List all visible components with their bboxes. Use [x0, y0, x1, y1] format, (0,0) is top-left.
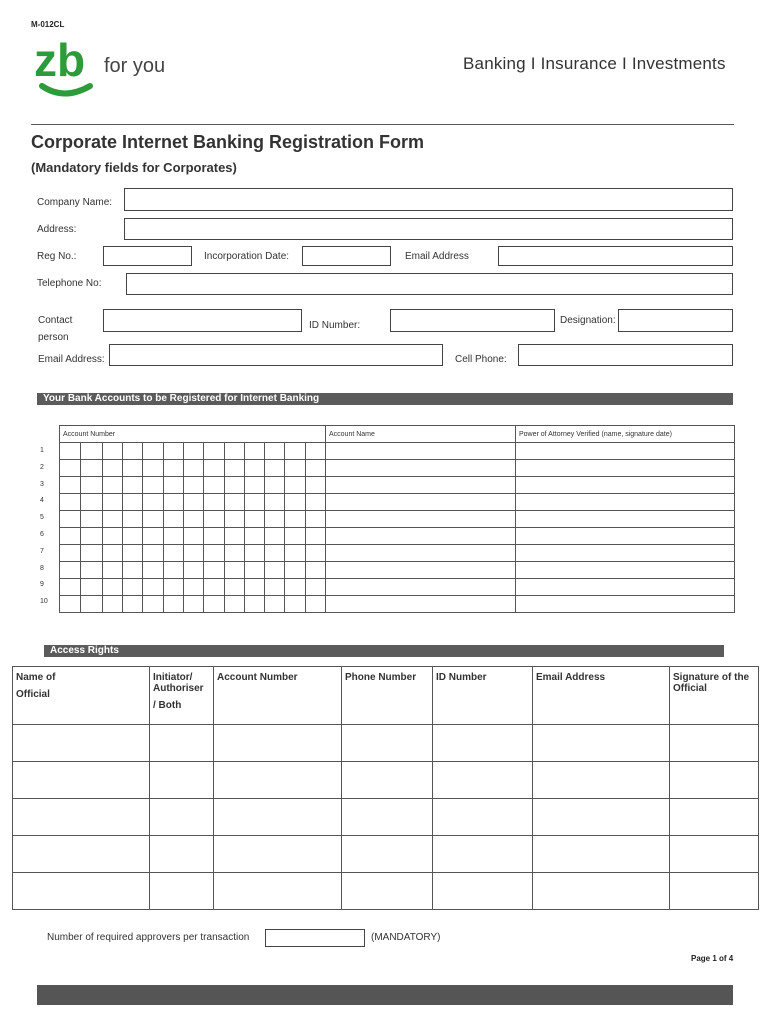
account-digit-cell[interactable]: [123, 528, 143, 545]
account-name-cell[interactable]: [326, 443, 516, 460]
col-both-text: / Both: [153, 700, 182, 711]
account-digit-cell[interactable]: [204, 528, 225, 545]
access-rights-cell[interactable]: [214, 836, 342, 873]
account-digit-cell[interactable]: [225, 545, 245, 562]
account-digit-cell[interactable]: [245, 443, 265, 460]
account-row: [60, 460, 735, 477]
account-row-number: 7: [40, 547, 44, 555]
account-digit-cell[interactable]: [225, 562, 245, 579]
account-digit-cell[interactable]: [285, 443, 306, 460]
account-digit-cell[interactable]: [285, 477, 306, 494]
access-rights-cell[interactable]: [433, 762, 533, 799]
account-digit-cell[interactable]: [81, 494, 103, 511]
access-rights-cell[interactable]: [533, 799, 670, 836]
account-digit-cell[interactable]: [164, 596, 184, 613]
access-rights-row: [13, 799, 759, 836]
power-of-attorney-cell[interactable]: [516, 511, 735, 528]
access-rights-cell[interactable]: [433, 836, 533, 873]
account-digit-cell[interactable]: [245, 511, 265, 528]
access-rights-cell[interactable]: [214, 799, 342, 836]
account-digit-cell[interactable]: [103, 579, 123, 596]
access-header-row: [13, 667, 759, 725]
power-of-attorney-cell[interactable]: [516, 443, 735, 460]
account-digit-cell[interactable]: [60, 545, 81, 562]
access-rights-cell[interactable]: [670, 762, 759, 799]
account-digit-cell[interactable]: [164, 579, 184, 596]
account-name-cell[interactable]: [326, 494, 516, 511]
account-digit-cell[interactable]: [143, 562, 164, 579]
access-rights-cell[interactable]: [670, 725, 759, 762]
access-rights-cell[interactable]: [214, 725, 342, 762]
contact-email-label: Email Address:: [38, 354, 105, 365]
access-rights-cell[interactable]: [150, 762, 214, 799]
account-digit-cell[interactable]: [306, 562, 326, 579]
account-digit-cell[interactable]: [204, 579, 225, 596]
access-rights-cell[interactable]: [433, 873, 533, 910]
account-name-cell[interactable]: [326, 511, 516, 528]
power-of-attorney-cell[interactable]: [516, 528, 735, 545]
mandatory-label: (MANDATORY): [371, 932, 441, 943]
account-digit-cell[interactable]: [164, 511, 184, 528]
account-row-number: 10: [40, 598, 48, 606]
account-digit-cell[interactable]: [285, 545, 306, 562]
account-digit-cell[interactable]: [306, 579, 326, 596]
account-digit-cell[interactable]: [60, 460, 81, 477]
account-digit-cell[interactable]: [204, 477, 225, 494]
account-name-cell[interactable]: [326, 545, 516, 562]
account-row-number: 3: [40, 480, 44, 488]
account-digit-cell[interactable]: [204, 443, 225, 460]
power-of-attorney-cell[interactable]: [516, 579, 735, 596]
account-row-number: 6: [40, 531, 44, 538]
approvers-field[interactable]: [265, 929, 365, 947]
account-digit-cell[interactable]: [225, 511, 245, 528]
access-rights-cell[interactable]: [150, 873, 214, 910]
col-phone-number: Phone Number: [342, 667, 433, 725]
account-digit-cell[interactable]: [245, 528, 265, 545]
address-label: Address:: [37, 224, 77, 235]
account-digit-cell[interactable]: [285, 494, 306, 511]
access-rights-cell[interactable]: [670, 873, 759, 910]
address-field[interactable]: [124, 218, 733, 240]
account-digit-cell[interactable]: [81, 528, 103, 545]
account-digit-cell[interactable]: [306, 596, 326, 613]
account-digit-cell[interactable]: [306, 528, 326, 545]
account-digit-cell[interactable]: [265, 494, 285, 511]
access-rights-cell[interactable]: [13, 762, 150, 799]
col-signature: Signature of the Official: [670, 667, 759, 725]
account-digit-cell[interactable]: [60, 579, 81, 596]
account-digit-cell[interactable]: [103, 528, 123, 545]
account-digit-cell[interactable]: [103, 511, 123, 528]
account-digit-cell[interactable]: [123, 477, 143, 494]
company-name-label: Company Name:: [37, 197, 113, 208]
access-rights-cell[interactable]: [433, 725, 533, 762]
footer-bar: [37, 985, 733, 1005]
account-digit-cell[interactable]: [265, 511, 285, 528]
account-digit-cell[interactable]: [204, 494, 225, 511]
account-digit-cell[interactable]: [123, 460, 143, 477]
account-digit-cell[interactable]: [306, 460, 326, 477]
account-digit-cell[interactable]: [143, 528, 164, 545]
account-digit-cell[interactable]: [306, 511, 326, 528]
accounts-table: [59, 425, 735, 613]
account-digit-cell[interactable]: [204, 460, 225, 477]
account-digit-cell[interactable]: [265, 579, 285, 596]
power-of-attorney-cell[interactable]: [516, 562, 735, 579]
access-rights-cell[interactable]: [214, 762, 342, 799]
access-rights-table: [12, 666, 759, 910]
accounts-header-row: [60, 426, 735, 443]
account-digit-cell[interactable]: [123, 494, 143, 511]
account-digit-cell[interactable]: [164, 477, 184, 494]
account-digit-cell[interactable]: [306, 477, 326, 494]
page-number: Page 1 of 4: [691, 954, 734, 963]
account-digit-cell[interactable]: [306, 443, 326, 460]
account-digit-cell[interactable]: [164, 460, 184, 477]
account-digit-cell[interactable]: [143, 477, 164, 494]
header-divider: [31, 124, 734, 125]
account-digit-cell[interactable]: [143, 494, 164, 511]
account-digit-cell[interactable]: [285, 579, 306, 596]
account-row: [60, 596, 735, 613]
account-row-number: 4: [40, 497, 44, 505]
account-digit-cell[interactable]: [60, 477, 81, 494]
account-digit-cell[interactable]: [204, 596, 225, 613]
account-digit-cell[interactable]: [285, 460, 306, 477]
form-code: M-012CL: [31, 20, 65, 29]
col-name-of-text: Name of: [16, 672, 56, 683]
contact-email-field[interactable]: [109, 344, 443, 366]
account-row: [60, 545, 735, 562]
account-digit-cell[interactable]: [225, 596, 245, 613]
access-rights-cell[interactable]: [150, 836, 214, 873]
col-id-number: ID Number: [433, 667, 533, 725]
account-digit-cell[interactable]: [285, 511, 306, 528]
reg-no-field[interactable]: [103, 246, 192, 266]
account-digit-cell[interactable]: [143, 443, 164, 460]
account-digit-cell[interactable]: [60, 528, 81, 545]
access-rights-row: [13, 836, 759, 873]
account-digit-cell[interactable]: [164, 528, 184, 545]
account-digit-cell[interactable]: [306, 494, 326, 511]
account-digit-cell[interactable]: [184, 494, 204, 511]
account-row-number: 5: [40, 514, 44, 522]
account-digit-cell[interactable]: [81, 562, 103, 579]
account-digit-cell[interactable]: [143, 545, 164, 562]
access-rights-cell[interactable]: [433, 799, 533, 836]
logo-suffix-text: for you: [104, 55, 166, 77]
telephone-field[interactable]: [126, 273, 733, 295]
company-email-label: Email Address: [405, 251, 469, 262]
col-account-name: Account Name: [326, 426, 516, 443]
contact-person-field[interactable]: [103, 309, 302, 332]
account-digit-cell[interactable]: [164, 494, 184, 511]
access-rights-cell[interactable]: [342, 836, 433, 873]
account-digit-cell[interactable]: [143, 596, 164, 613]
account-digit-cell[interactable]: [225, 528, 245, 545]
zb-logo: [34, 33, 174, 103]
account-digit-cell[interactable]: [164, 545, 184, 562]
account-digit-cell[interactable]: [204, 545, 225, 562]
account-digit-cell[interactable]: [81, 596, 103, 613]
account-row-number: 1: [40, 447, 44, 454]
power-of-attorney-cell[interactable]: [516, 460, 735, 477]
approvers-label: Number of required approvers per transaction: [47, 932, 250, 943]
col-official-text: Official: [16, 689, 50, 700]
id-number-label: ID Number:: [309, 320, 361, 331]
account-digit-cell[interactable]: [60, 511, 81, 528]
access-rights-cell[interactable]: [13, 799, 150, 836]
designation-label: Designation:: [560, 315, 616, 326]
account-digit-cell[interactable]: [143, 579, 164, 596]
account-digit-cell[interactable]: [245, 494, 265, 511]
account-digit-cell[interactable]: [123, 511, 143, 528]
access-rights-cell[interactable]: [533, 762, 670, 799]
account-digit-cell[interactable]: [245, 460, 265, 477]
account-name-cell[interactable]: [326, 460, 516, 477]
access-rights-cell[interactable]: [342, 799, 433, 836]
account-row: [60, 511, 735, 528]
account-digit-cell[interactable]: [245, 545, 265, 562]
account-name-cell[interactable]: [326, 596, 516, 613]
account-name-cell[interactable]: [326, 477, 516, 494]
contact-label: Contact: [38, 315, 73, 326]
account-digit-cell[interactable]: [123, 562, 143, 579]
account-digit-cell[interactable]: [103, 494, 123, 511]
logo-smile: [42, 86, 90, 94]
col-email-address: Email Address: [533, 667, 670, 725]
account-digit-cell[interactable]: [265, 545, 285, 562]
page-subtitle: (Mandatory fields for Corporates): [31, 160, 237, 175]
account-digit-cell[interactable]: [265, 596, 285, 613]
account-row: [60, 477, 735, 494]
account-digit-cell[interactable]: [245, 562, 265, 579]
access-rights-row: [13, 873, 759, 910]
power-of-attorney-cell[interactable]: [516, 545, 735, 562]
account-digit-cell[interactable]: [103, 545, 123, 562]
account-row: [60, 528, 735, 545]
account-digit-cell[interactable]: [225, 477, 245, 494]
account-digit-cell[interactable]: [60, 494, 81, 511]
access-rights-cell[interactable]: [670, 836, 759, 873]
company-name-field[interactable]: [124, 188, 733, 211]
col-initiator-authoriser: [150, 667, 214, 725]
power-of-attorney-cell[interactable]: [516, 477, 735, 494]
col-account-number: Account Number: [60, 426, 326, 443]
account-digit-cell[interactable]: [285, 596, 306, 613]
account-row-number: 2: [40, 463, 44, 471]
incorporation-date-field[interactable]: [302, 246, 391, 266]
account-digit-cell[interactable]: [265, 528, 285, 545]
accounts-section-bar: Your Bank Accounts to be Registered for Internet Banking: [37, 393, 733, 405]
account-digit-cell[interactable]: [184, 528, 204, 545]
account-digit-cell[interactable]: [245, 579, 265, 596]
account-name-cell[interactable]: [326, 528, 516, 545]
access-rights-cell[interactable]: [342, 873, 433, 910]
account-digit-cell[interactable]: [123, 579, 143, 596]
access-rights-cell[interactable]: [13, 873, 150, 910]
designation-field[interactable]: [618, 309, 733, 332]
account-name-cell[interactable]: [326, 579, 516, 596]
account-digit-cell[interactable]: [103, 596, 123, 613]
account-digit-cell[interactable]: [204, 562, 225, 579]
access-rights-row: [13, 725, 759, 762]
account-digit-cell[interactable]: [265, 443, 285, 460]
col-initiator-text: Initiator/ Authoriser: [153, 672, 204, 694]
account-digit-cell[interactable]: [265, 477, 285, 494]
account-name-cell[interactable]: [326, 562, 516, 579]
contact-person-label: person: [38, 332, 69, 343]
account-digit-cell[interactable]: [225, 460, 245, 477]
account-digit-cell[interactable]: [81, 443, 103, 460]
power-of-attorney-cell[interactable]: [516, 596, 735, 613]
account-digit-cell[interactable]: [81, 579, 103, 596]
cell-phone-field[interactable]: [518, 344, 733, 366]
access-rights-cell[interactable]: [533, 873, 670, 910]
account-digit-cell[interactable]: [60, 596, 81, 613]
account-digit-cell[interactable]: [81, 477, 103, 494]
account-row-number: 9: [40, 581, 44, 589]
account-digit-cell[interactable]: [123, 545, 143, 562]
account-digit-cell[interactable]: [143, 460, 164, 477]
tagline: Banking I Insurance I Investments: [463, 54, 726, 73]
reg-no-label: Reg No.:: [37, 251, 77, 262]
access-rights-cell[interactable]: [150, 725, 214, 762]
account-digit-cell[interactable]: [164, 443, 184, 460]
account-digit-cell[interactable]: [184, 579, 204, 596]
account-row-number: 8: [40, 564, 44, 572]
account-digit-cell[interactable]: [103, 477, 123, 494]
account-digit-cell[interactable]: [123, 596, 143, 613]
access-rights-cell[interactable]: [342, 725, 433, 762]
col-access-account-number: Account Number: [214, 667, 342, 725]
account-row: [60, 494, 735, 511]
account-row: [60, 579, 735, 596]
access-rights-cell[interactable]: [13, 836, 150, 873]
account-digit-cell[interactable]: [184, 511, 204, 528]
col-power-of-attorney: Power of Attorney Verified (name, signature date): [516, 426, 735, 443]
account-digit-cell[interactable]: [306, 545, 326, 562]
access-rights-cell[interactable]: [342, 762, 433, 799]
telephone-label: Telephone No:: [37, 278, 102, 289]
account-digit-cell[interactable]: [103, 460, 123, 477]
id-number-field[interactable]: [390, 309, 555, 332]
account-digit-cell[interactable]: [81, 545, 103, 562]
account-digit-cell[interactable]: [103, 443, 123, 460]
access-rights-cell[interactable]: [13, 725, 150, 762]
access-rights-cell[interactable]: [150, 799, 214, 836]
account-digit-cell[interactable]: [184, 477, 204, 494]
account-digit-cell[interactable]: [81, 511, 103, 528]
account-digit-cell[interactable]: [103, 562, 123, 579]
account-digit-cell[interactable]: [123, 443, 143, 460]
account-digit-cell[interactable]: [184, 443, 204, 460]
account-row: [60, 562, 735, 579]
account-digit-cell[interactable]: [204, 511, 225, 528]
account-digit-cell[interactable]: [225, 443, 245, 460]
page-title: Corporate Internet Banking Registration Form: [31, 132, 425, 152]
account-digit-cell[interactable]: [245, 596, 265, 613]
account-row: [60, 443, 735, 460]
account-digit-cell[interactable]: [285, 562, 306, 579]
account-digit-cell[interactable]: [60, 562, 81, 579]
account-digit-cell[interactable]: [265, 460, 285, 477]
access-rights-cell[interactable]: [670, 799, 759, 836]
account-digit-cell[interactable]: [81, 460, 103, 477]
account-digit-cell[interactable]: [164, 562, 184, 579]
access-section-bar: Access Rights: [44, 645, 724, 657]
incorporation-date-label: Incorporation Date:: [204, 251, 290, 262]
account-digit-cell[interactable]: [143, 511, 164, 528]
account-digit-cell[interactable]: [184, 596, 204, 613]
col-name-of-official: [13, 667, 150, 725]
access-rights-cell[interactable]: [533, 836, 670, 873]
account-digit-cell[interactable]: [245, 477, 265, 494]
logo-brand-text: zb: [34, 34, 86, 86]
account-digit-cell[interactable]: [60, 443, 81, 460]
cell-phone-label: Cell Phone:: [455, 354, 507, 365]
power-of-attorney-cell[interactable]: [516, 494, 735, 511]
access-rights-cell[interactable]: [533, 725, 670, 762]
access-rights-cell[interactable]: [214, 873, 342, 910]
account-digit-cell[interactable]: [265, 562, 285, 579]
account-digit-cell[interactable]: [225, 579, 245, 596]
account-digit-cell[interactable]: [225, 494, 245, 511]
company-email-field[interactable]: [498, 246, 733, 266]
account-digit-cell[interactable]: [184, 545, 204, 562]
account-digit-cell[interactable]: [285, 528, 306, 545]
access-rights-row: [13, 762, 759, 799]
account-digit-cell[interactable]: [184, 460, 204, 477]
account-digit-cell[interactable]: [184, 562, 204, 579]
